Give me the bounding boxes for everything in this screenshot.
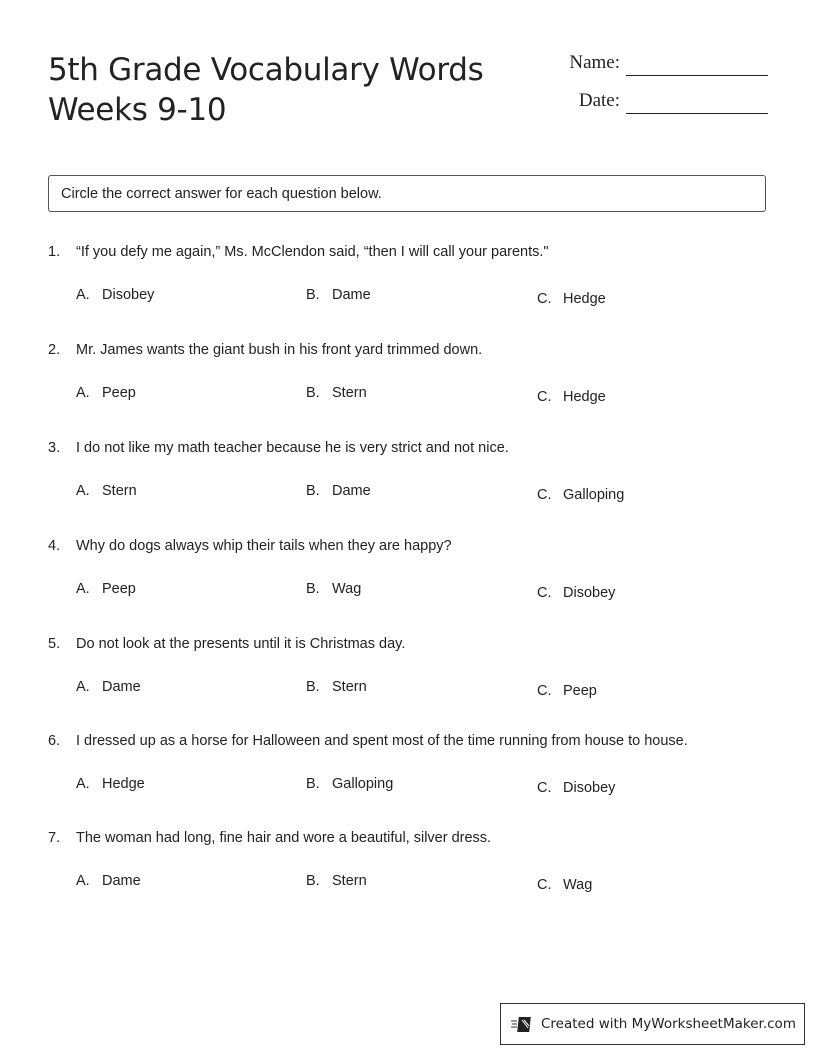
footer-credit <box>500 1003 805 1045</box>
option-letter: A. <box>76 581 90 597</box>
option-letter: A. <box>76 873 90 889</box>
answer-option-c[interactable] <box>537 487 624 503</box>
answer-option-a[interactable] <box>76 581 136 597</box>
question-number: 6. <box>48 733 61 749</box>
answer-option-b[interactable] <box>306 679 367 695</box>
title-line-1: 5th Grade Vocabulary Words <box>48 52 484 88</box>
option-text: Galloping <box>563 487 625 503</box>
answer-option-a[interactable] <box>76 679 141 695</box>
question-1 <box>48 244 766 264</box>
answer-option-c[interactable] <box>537 389 606 405</box>
option-text: Wag <box>332 581 362 597</box>
question-5 <box>48 636 766 656</box>
question-2 <box>48 342 766 362</box>
option-text: Disobey <box>563 585 616 601</box>
question-text: Do not look at the presents until it is Christmas day. <box>76 636 406 652</box>
option-letter: C. <box>537 389 552 405</box>
option-text: Hedge <box>563 389 606 405</box>
option-text: Stern <box>332 385 367 401</box>
worksheet-logo-icon <box>511 1015 533 1033</box>
option-text: Disobey <box>563 780 616 796</box>
answer-option-b[interactable] <box>306 581 361 597</box>
answer-option-b[interactable] <box>306 776 393 792</box>
option-text: Hedge <box>102 776 145 792</box>
option-letter: B. <box>306 483 320 499</box>
option-letter: A. <box>76 679 90 695</box>
question-number: 5. <box>48 636 61 652</box>
question-4 <box>48 538 766 558</box>
answer-option-a[interactable] <box>76 776 145 792</box>
answer-option-c[interactable] <box>537 291 606 307</box>
option-text: Peep <box>102 385 136 401</box>
answer-option-a[interactable] <box>76 483 137 499</box>
question-text: I dressed up as a horse for Halloween and spent most of the time running from house to house. <box>76 733 688 749</box>
option-letter: B. <box>306 776 320 792</box>
answer-option-a[interactable] <box>76 385 136 401</box>
question-text: “If you defy me again,” Ms. McClendon said, “then I will call your parents." <box>76 244 549 260</box>
name-label: Name: <box>569 52 620 73</box>
option-text: Hedge <box>563 291 606 307</box>
option-letter: B. <box>306 679 320 695</box>
footer-text: Created with MyWorksheetMaker.com <box>541 1016 796 1032</box>
option-letter: C. <box>537 487 552 503</box>
name-field <box>540 52 620 78</box>
instructions-box: Circle the correct answer for each question below. <box>48 175 766 212</box>
question-number: 4. <box>48 538 61 554</box>
option-letter: B. <box>306 873 320 889</box>
option-text: Peep <box>102 581 136 597</box>
answer-option-b[interactable] <box>306 287 371 303</box>
answer-option-c[interactable] <box>537 780 615 796</box>
question-number: 1. <box>48 244 61 260</box>
question-text: Why do dogs always whip their tails when they are happy? <box>76 538 452 554</box>
option-text: Dame <box>332 483 371 499</box>
question-text: I do not like my math teacher because he is very strict and not nice. <box>76 440 509 456</box>
option-text: Peep <box>563 683 597 699</box>
question-6 <box>48 733 766 753</box>
question-7 <box>48 830 766 850</box>
option-letter: C. <box>537 877 552 893</box>
option-text: Disobey <box>102 287 155 303</box>
option-letter: A. <box>76 287 90 303</box>
question-3 <box>48 440 766 460</box>
answer-option-b[interactable] <box>306 873 367 889</box>
answer-option-a[interactable] <box>76 873 141 889</box>
option-letter: C. <box>537 780 552 796</box>
answer-option-c[interactable] <box>537 585 615 601</box>
answer-option-c[interactable] <box>537 877 592 893</box>
question-number: 2. <box>48 342 61 358</box>
option-text: Wag <box>563 877 593 893</box>
date-field <box>540 90 620 116</box>
option-text: Dame <box>102 679 141 695</box>
option-letter: A. <box>76 483 90 499</box>
page-title <box>48 50 483 130</box>
answer-option-c[interactable] <box>537 683 597 699</box>
option-letter: A. <box>76 776 90 792</box>
option-text: Dame <box>332 287 371 303</box>
question-text: Mr. James wants the giant bush in his front yard trimmed down. <box>76 342 483 358</box>
option-letter: B. <box>306 385 320 401</box>
question-number: 7. <box>48 830 61 846</box>
option-letter: B. <box>306 287 320 303</box>
question-number: 3. <box>48 440 61 456</box>
option-text: Stern <box>102 483 137 499</box>
option-letter: B. <box>306 581 320 597</box>
option-text: Stern <box>332 679 367 695</box>
title-line-2: Weeks 9-10 <box>48 92 227 128</box>
answer-option-a[interactable] <box>76 287 154 303</box>
option-text: Dame <box>102 873 141 889</box>
option-letter: C. <box>537 291 552 307</box>
date-label: Date: <box>578 90 620 111</box>
option-letter: C. <box>537 683 552 699</box>
option-text: Stern <box>332 873 367 889</box>
option-text: Galloping <box>332 776 394 792</box>
option-letter: C. <box>537 585 552 601</box>
answer-option-b[interactable] <box>306 385 367 401</box>
option-letter: A. <box>76 385 90 401</box>
question-text: The woman had long, fine hair and wore a beautiful, silver dress. <box>76 830 492 846</box>
date-line[interactable] <box>626 113 768 114</box>
answer-option-b[interactable] <box>306 483 371 499</box>
name-line[interactable] <box>626 75 768 76</box>
